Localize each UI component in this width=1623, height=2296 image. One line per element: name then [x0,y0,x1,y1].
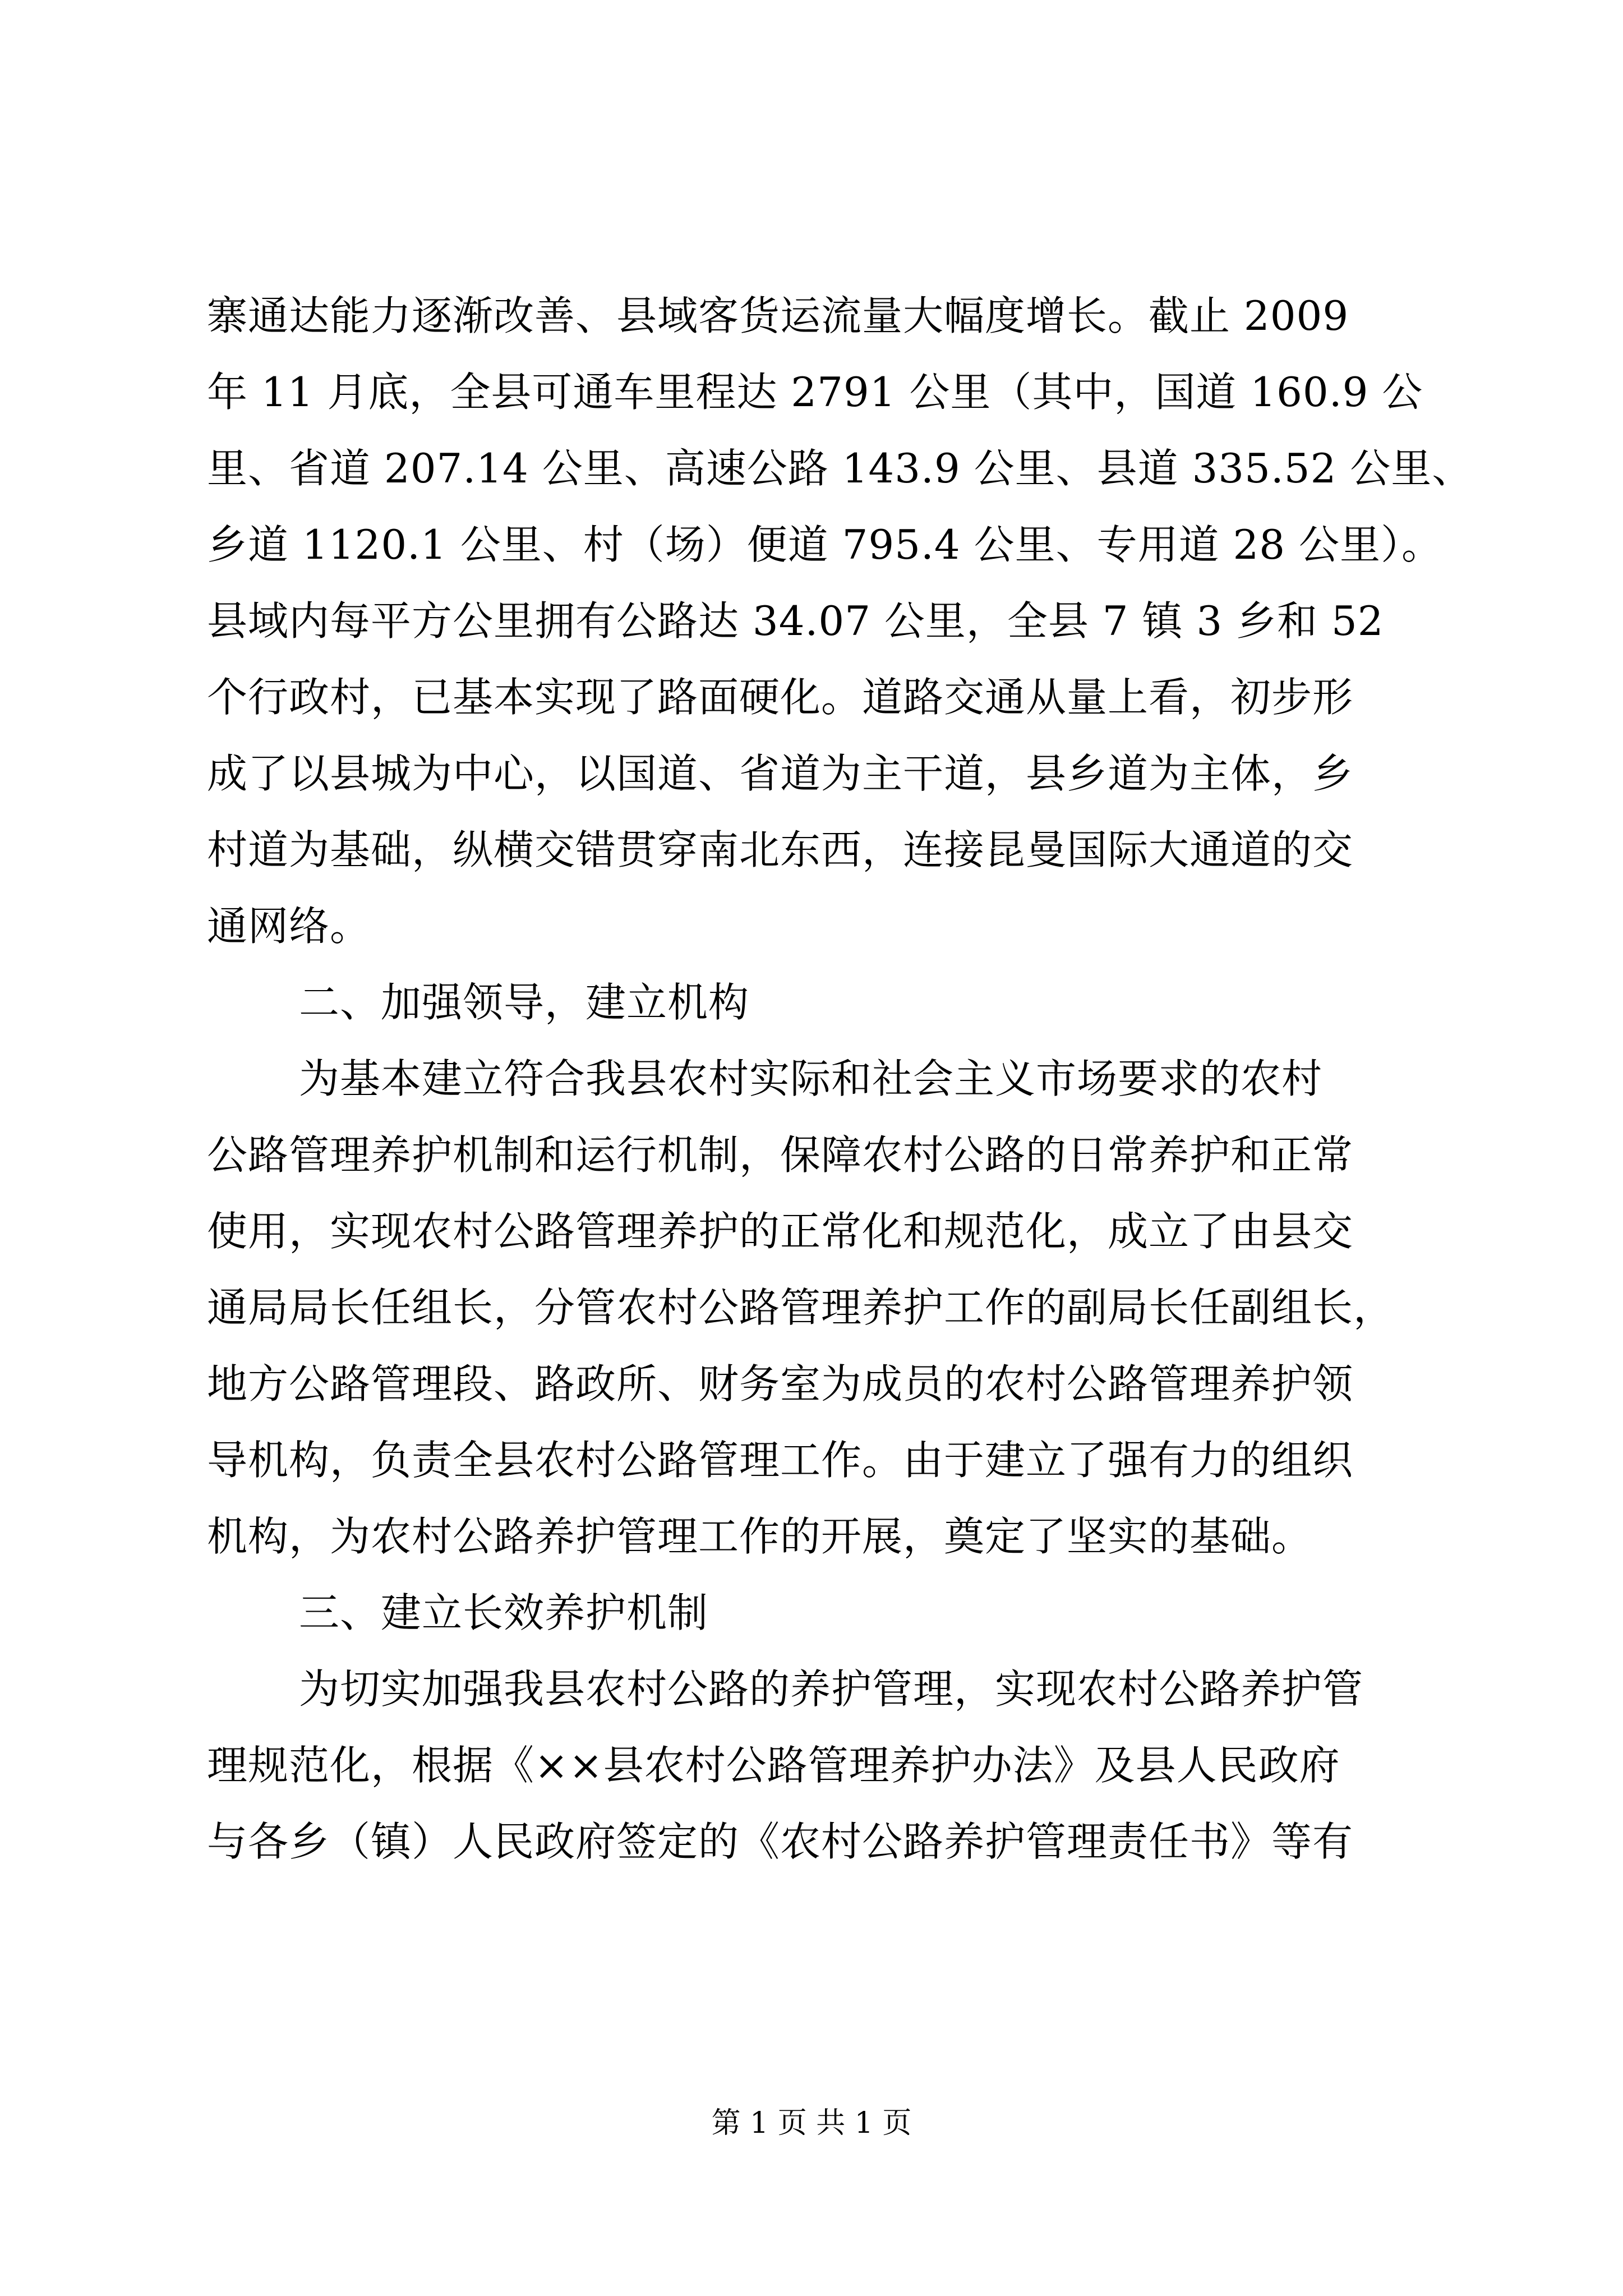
section-heading: 三、建立长效养护机制 [299,1589,709,1636]
text-line: 通局局长任组长，分管农村公路管理养护工作的副局长任副组长， [207,1284,1395,1331]
text-line: 使用，实现农村公路管理养护的正常化和规范化，成立了由县交 [207,1208,1354,1255]
text-line: 导机构，负责全县农村公路管理工作。由于建立了强有力的组织 [207,1437,1354,1484]
text-line: 成了以县城为中心，以国道、省道为主干道，县乡道为主体，乡 [207,750,1354,797]
text-line: 通网络。 [207,903,371,950]
text-line: 乡道 1120.1 公里、村（场）便道 795.4 公里、专用道 28 公里）。 [207,521,1442,568]
text-line: 为切实加强我县农村公路的养护管理，实现农村公路养护管 [299,1665,1364,1713]
text-line: 机构，为农村公路养护管理工作的开展，奠定了坚实的基础。 [207,1513,1313,1560]
text-line: 年 11 月底，全县可通车里程达 2791 公里（其中，国道 160.9 公 [207,369,1423,416]
text-line: 县域内每平方公里拥有公路达 34.07 公里，全县 7 镇 3 乡和 52 [207,597,1384,645]
text-line: 为基本建立符合我县农村实际和社会主义市场要求的农村 [299,1055,1323,1102]
text-line: 与各乡（镇）人民政府签定的《农村公路养护管理责任书》等有 [207,1818,1354,1865]
text-line: 公路管理养护机制和运行机制，保障农村公路的日常养护和正常 [207,1131,1354,1179]
text-line: 理规范化，根据《××县农村公路管理养护办法》及县人民政府 [207,1742,1340,1789]
section-heading: 二、加强领导，建立机构 [299,979,750,1026]
page-footer: 第 1 页 共 1 页 [711,2106,912,2140]
text-line: 个行政村，已基本实现了路面硬化。道路交通从量上看，初步形 [207,674,1354,721]
text-line: 里、省道 207.14 公里、高速公路 143.9 公里、县道 335.52 公里、 [207,445,1473,492]
text-line: 村道为基础，纵横交错贯穿南北东西，连接昆曼国际大通道的交 [207,826,1354,873]
text-line: 寨通达能力逐渐改善、县域客货运流量大幅度增长。截止 2009 [207,292,1349,339]
text-line: 地方公路管理段、路政所、财务室为成员的农村公路管理养护领 [207,1360,1354,1407]
